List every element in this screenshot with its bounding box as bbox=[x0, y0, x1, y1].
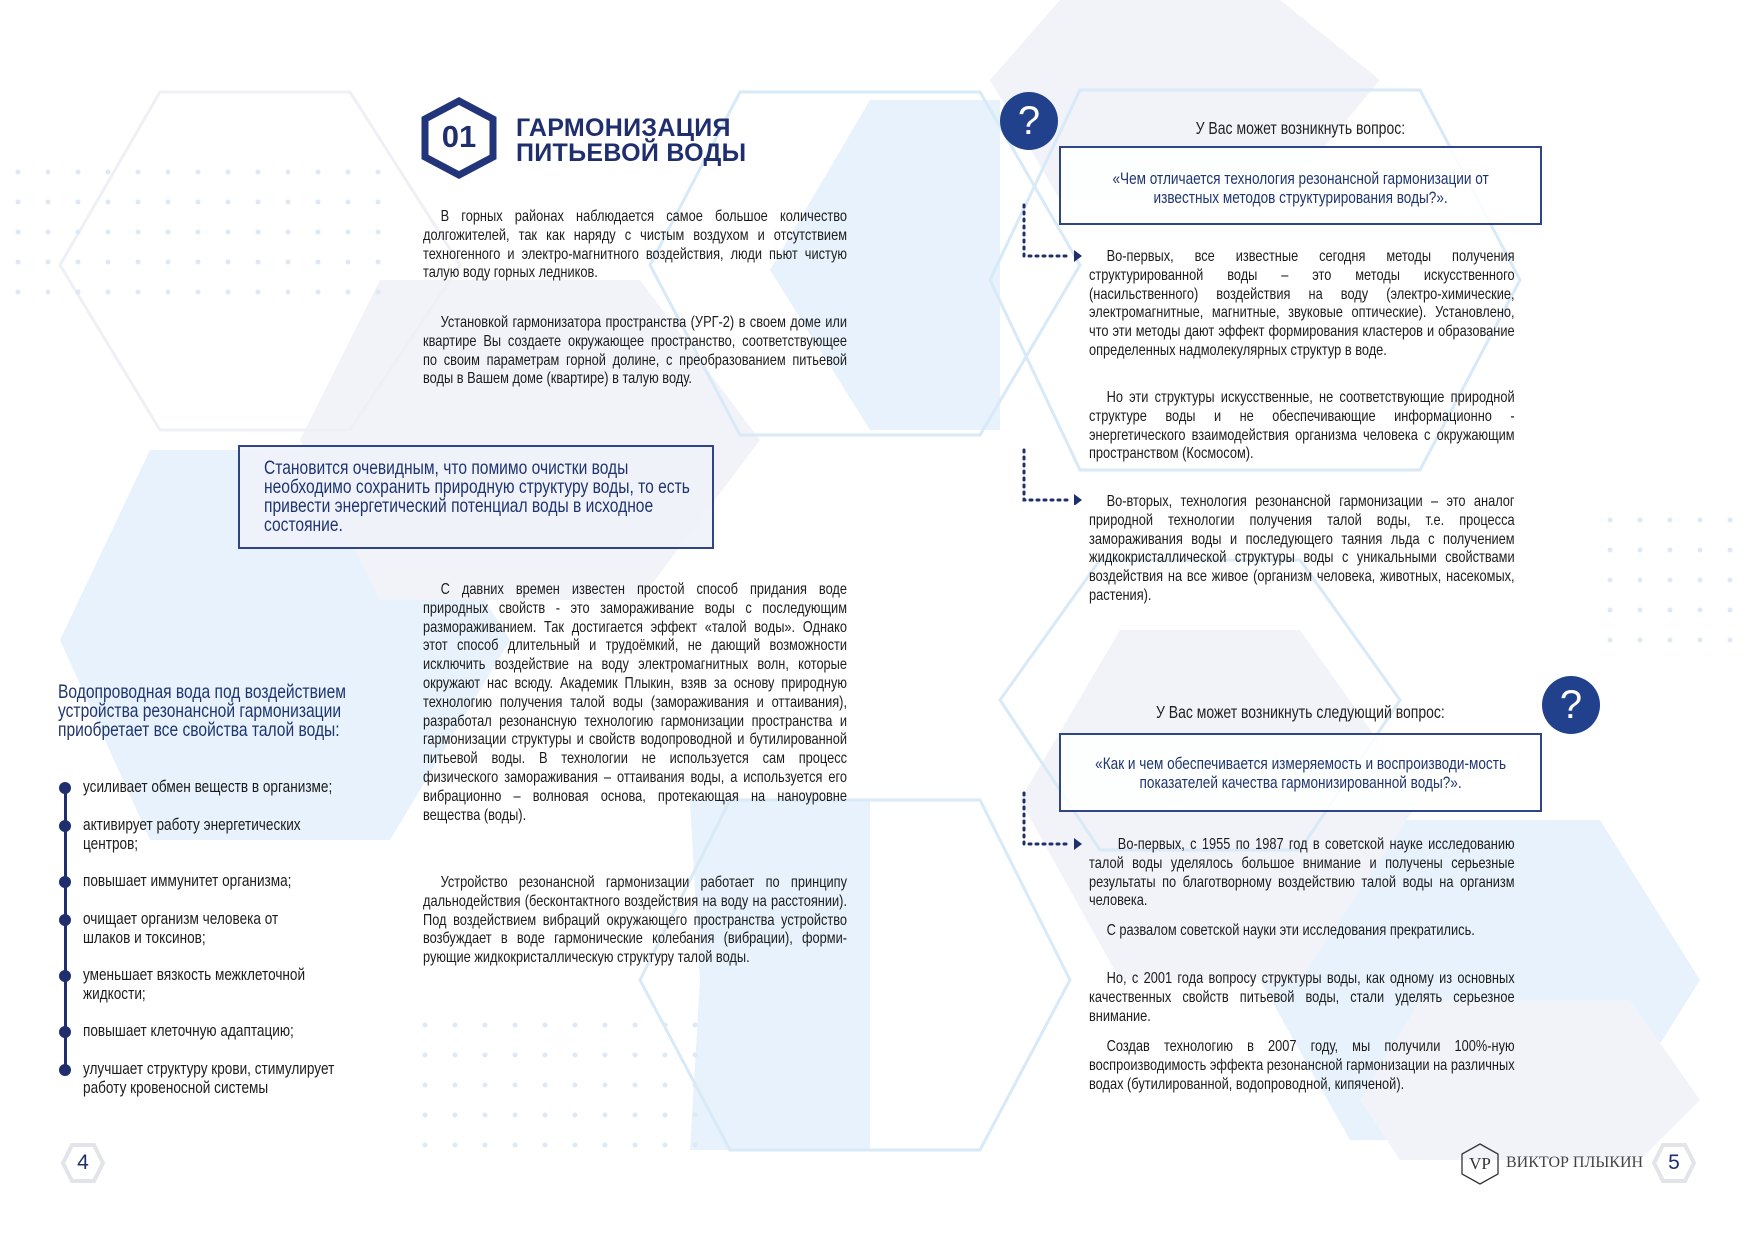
decorative-dot bbox=[1608, 608, 1613, 613]
answer-paragraph: Во-первых, все известные сегодня методы получения структурированной воды – это методы искусственного (насильственного) воздействия на воду (электро-химические, электромагнитные, магнитные, звуковые оптические). Установлено, что эти методы дают эффект формирования кластеров и образование определенных надмолекулярных структур в воде. bbox=[1089, 248, 1515, 359]
decorative-dot bbox=[453, 1053, 458, 1058]
decorative-dot bbox=[633, 1053, 638, 1058]
section-number-badge bbox=[421, 97, 497, 179]
decorative-dot bbox=[1638, 578, 1643, 583]
bullet-icon bbox=[59, 876, 71, 888]
decorative-dot bbox=[136, 290, 141, 295]
decorative-dot bbox=[1608, 638, 1613, 643]
decorative-dot bbox=[603, 1053, 608, 1058]
decorative-dot bbox=[1608, 518, 1613, 523]
page-number-right bbox=[1651, 1142, 1697, 1184]
decorative-dot bbox=[106, 290, 111, 295]
decorative-dot bbox=[226, 290, 231, 295]
decorative-dot bbox=[663, 1143, 668, 1148]
decorative-dot bbox=[663, 1053, 668, 1058]
decorative-dot bbox=[166, 200, 171, 205]
decorative-dot bbox=[543, 1143, 548, 1148]
decorative-dot bbox=[196, 200, 201, 205]
decorative-dot bbox=[513, 1083, 518, 1088]
decorative-dot bbox=[136, 260, 141, 265]
decorative-dot bbox=[166, 230, 171, 235]
decorative-dot bbox=[693, 1053, 698, 1058]
decorative-dot bbox=[76, 290, 81, 295]
decorative-dot bbox=[1638, 548, 1643, 553]
page-number-left bbox=[60, 1142, 106, 1184]
bullet-icon bbox=[59, 782, 71, 794]
list-heading: Водопроводная вода под воздействием устройства резонансной гармонизации приобретает все свойства талой воды: bbox=[58, 681, 346, 741]
list-item: улучшает структуру крови, стимулирует работу кровеносной системы bbox=[83, 1059, 335, 1097]
decorative-dot bbox=[226, 200, 231, 205]
decorative-dot bbox=[166, 290, 171, 295]
decorative-dot bbox=[663, 1113, 668, 1118]
decorative-dot bbox=[106, 170, 111, 175]
decorative-dot bbox=[1638, 518, 1643, 523]
decorative-dot bbox=[543, 1113, 548, 1118]
decorative-dot bbox=[376, 290, 381, 295]
decorative-dot bbox=[663, 1083, 668, 1088]
decorative-dot bbox=[106, 260, 111, 265]
decorative-dot bbox=[376, 260, 381, 265]
question-box bbox=[1059, 146, 1542, 225]
brand-logo bbox=[1460, 1142, 1500, 1186]
answer-paragraph: Во-вторых, технология резонансной гармонизации – это аналог природной технологии получения талой воды, т.е. процесса замораживания воды и последующего таяния льда с получением жидкокристаллической структуры воды с уникальными свойствами воздействия на все живое (организм человека, животных, насекомых, растения). bbox=[1089, 493, 1515, 604]
decorative-dot bbox=[316, 170, 321, 175]
decorative-dot bbox=[346, 170, 351, 175]
decorative-dot bbox=[423, 1053, 428, 1058]
question-mark-icon: ? bbox=[1542, 676, 1600, 734]
paragraph: Установкой гармонизатора пространства (УРГ-2) в своем доме или квартире Вы создаете окружающее пространство, соответствующее по своим параметрам горной долине, с преобразованием питьевой воды в Вашем доме (квартире) в талую воду. bbox=[423, 314, 847, 388]
dotted-connector-arrow-icon bbox=[1018, 200, 1088, 505]
decorative-dot bbox=[46, 260, 51, 265]
list-item: очищает организм человека от шлаков и токсинов; bbox=[83, 909, 279, 947]
decorative-dot bbox=[376, 170, 381, 175]
decorative-dot bbox=[226, 230, 231, 235]
decorative-dot bbox=[573, 1053, 578, 1058]
decorative-dot bbox=[136, 200, 141, 205]
answer-paragraph: Создав технологию в 2007 году, мы получили 100%-ную воспроизводимость эффекта резонансной гармонизации на различных водах (бутилированной, водопроводной, кипяченой). bbox=[1089, 1038, 1515, 1093]
decorative-dot bbox=[483, 1053, 488, 1058]
decorative-dot bbox=[453, 1113, 458, 1118]
decorative-dot bbox=[483, 1143, 488, 1148]
decorative-dot bbox=[1668, 608, 1673, 613]
decorative-dot bbox=[346, 200, 351, 205]
decorative-dot bbox=[166, 260, 171, 265]
decorative-dot bbox=[483, 1023, 488, 1028]
question-text: «Как и чем обеспечивается измеряемость и воспроизводи-мость показателей качества гармонизированной воды?». bbox=[1095, 754, 1507, 792]
page-title bbox=[516, 116, 746, 166]
decorative-dot bbox=[543, 1053, 548, 1058]
decorative-dot bbox=[106, 230, 111, 235]
decorative-dot bbox=[543, 1023, 548, 1028]
decorative-dot bbox=[166, 170, 171, 175]
decorative-dot bbox=[1698, 578, 1703, 583]
decorative-dot bbox=[196, 260, 201, 265]
brand-name: ВИКТОР ПЛЫКИН bbox=[1506, 1154, 1644, 1171]
decorative-dot bbox=[256, 170, 261, 175]
list-item: усиливает обмен веществ в организме; bbox=[83, 777, 333, 796]
decorative-dot bbox=[423, 1143, 428, 1148]
question-lead: У Вас может возникнуть следующий вопрос: bbox=[1155, 702, 1445, 722]
decorative-dot bbox=[1698, 608, 1703, 613]
decorative-dot bbox=[1668, 638, 1673, 643]
decorative-dot bbox=[1638, 608, 1643, 613]
decorative-dot bbox=[316, 260, 321, 265]
question-lead: У Вас может возникнуть вопрос: bbox=[1195, 118, 1406, 138]
page-title-line1: ГАРМОНИЗАЦИЯ bbox=[516, 114, 731, 142]
decorative-dot bbox=[1728, 548, 1733, 553]
decorative-dot bbox=[16, 290, 21, 295]
decorative-dot bbox=[46, 290, 51, 295]
decorative-dot bbox=[316, 230, 321, 235]
decorative-dot bbox=[693, 1113, 698, 1118]
decorative-dot bbox=[603, 1113, 608, 1118]
decorative-dot bbox=[376, 230, 381, 235]
decorative-dot bbox=[16, 230, 21, 235]
decorative-dot bbox=[633, 1113, 638, 1118]
decorative-dot bbox=[286, 290, 291, 295]
decorative-dot bbox=[286, 230, 291, 235]
decorative-dot bbox=[423, 1083, 428, 1088]
callout-text: Становится очевидным, что помимо очистки воды необходимо сохранить природную структуру воды, то есть привести энергетический потенциал воды в исходное состояние. bbox=[264, 457, 690, 536]
decorative-dot bbox=[1698, 548, 1703, 553]
logo-text: VP bbox=[1469, 1154, 1491, 1173]
list-item: уменьшает вязкость межклеточной жидкости; bbox=[83, 965, 306, 1003]
decorative-dot bbox=[1608, 578, 1613, 583]
decorative-dot bbox=[16, 170, 21, 175]
decorative-dot bbox=[603, 1083, 608, 1088]
decorative-dot bbox=[603, 1143, 608, 1148]
decorative-dot bbox=[76, 170, 81, 175]
decorative-dot bbox=[453, 1143, 458, 1148]
question-box bbox=[1059, 733, 1542, 812]
decorative-dot bbox=[1668, 518, 1673, 523]
page-title-line2: ПИТЬЕВОЙ ВОДЫ bbox=[516, 139, 747, 167]
decorative-dot bbox=[16, 200, 21, 205]
decorative-dot bbox=[1638, 638, 1643, 643]
paragraph: Устройство резонансной гармонизации работает по принципу дальнодействия (бесконтактного воздействия на воду на расстоянии). Под воздействием вибраций окружающего пространства устройство возбуждает в воде гармонические колебания (вибрации), форми-рующие жидкокристаллическую структуру талой воды. bbox=[423, 874, 847, 967]
decorative-dot bbox=[46, 200, 51, 205]
decorative-dot bbox=[573, 1083, 578, 1088]
decorative-dot bbox=[256, 290, 261, 295]
decorative-dot bbox=[76, 260, 81, 265]
decorative-dot bbox=[1698, 518, 1703, 523]
answer-paragraph: Во-первых, с 1955 по 1987 год в советской науке исследованию талой воды уделялось большое внимание и получены серьезные результаты по благотворному воздействию талой воды на организм человека. bbox=[1089, 836, 1515, 910]
list-item: повышает клеточную адаптацию; bbox=[83, 1021, 294, 1040]
decorative-dot bbox=[316, 290, 321, 295]
decorative-dot bbox=[663, 1023, 668, 1028]
decorative-dot bbox=[376, 200, 381, 205]
callout-box bbox=[238, 445, 714, 549]
answer-paragraph: Но эти структуры искусственные, не соответствующие природной структуре воды и не обеспечивающие информационно - энергетического взаимодействия организма человека с окружающим пространством (Космосом). bbox=[1089, 389, 1515, 463]
decorative-dot bbox=[1698, 638, 1703, 643]
paragraph: В горных районах наблюдается самое большое количество долгожителей, так как наряду с чистым воздухом и отсутствием техногенного и электро-магнитного воздействия, люди пьют чистую талую воду горных ледников. bbox=[423, 208, 847, 282]
decorative-dot bbox=[226, 260, 231, 265]
decorative-dot bbox=[513, 1023, 518, 1028]
decorative-dot bbox=[573, 1113, 578, 1118]
decorative-dot bbox=[286, 170, 291, 175]
decorative-dot bbox=[256, 230, 261, 235]
decorative-dot bbox=[453, 1023, 458, 1028]
decorative-dot bbox=[1728, 638, 1733, 643]
decorative-dot bbox=[513, 1053, 518, 1058]
decorative-dot bbox=[196, 290, 201, 295]
page-number: 4 bbox=[77, 1151, 89, 1174]
decorative-dot bbox=[316, 200, 321, 205]
bullet-icon bbox=[59, 1026, 71, 1038]
answer-paragraph: С развалом советской науки эти исследования прекратились. bbox=[1106, 922, 1475, 939]
decorative-dot bbox=[256, 200, 261, 205]
decorative-dot bbox=[76, 200, 81, 205]
decorative-dot bbox=[136, 170, 141, 175]
decorative-dot bbox=[346, 260, 351, 265]
decorative-dot bbox=[513, 1143, 518, 1148]
question-text: «Чем отличается технология резонансной гармонизации от известных методов структурирования воды?». bbox=[1112, 169, 1489, 207]
decorative-dot bbox=[46, 230, 51, 235]
dotted-connector-arrow-icon bbox=[1018, 788, 1088, 854]
decorative-dot bbox=[226, 170, 231, 175]
decorative-dot bbox=[513, 1113, 518, 1118]
decorative-dot bbox=[1728, 518, 1733, 523]
decorative-dot bbox=[286, 200, 291, 205]
list-item: повышает иммунитет организма; bbox=[83, 871, 292, 890]
bullet-icon bbox=[59, 1064, 71, 1076]
decorative-dot bbox=[573, 1143, 578, 1148]
question-mark-icon: ? bbox=[1000, 92, 1058, 150]
decorative-dot bbox=[1728, 608, 1733, 613]
decorative-dot bbox=[1668, 548, 1673, 553]
decorative-dot bbox=[633, 1023, 638, 1028]
decorative-dot bbox=[106, 200, 111, 205]
decorative-dot bbox=[346, 230, 351, 235]
page-number: 5 bbox=[1668, 1151, 1680, 1174]
decorative-dot bbox=[573, 1023, 578, 1028]
decorative-dot bbox=[693, 1143, 698, 1148]
decorative-dot bbox=[46, 170, 51, 175]
decorative-dot bbox=[633, 1143, 638, 1148]
decorative-dot bbox=[453, 1083, 458, 1088]
decorative-dot bbox=[16, 260, 21, 265]
section-number: 01 bbox=[441, 119, 477, 154]
bullet-icon bbox=[59, 914, 71, 926]
decorative-dot bbox=[196, 230, 201, 235]
decorative-dot bbox=[423, 1023, 428, 1028]
decorative-dot bbox=[1608, 548, 1613, 553]
list-item: активирует работу энергетических центров; bbox=[83, 815, 301, 853]
decorative-dot bbox=[76, 230, 81, 235]
decorative-dot bbox=[483, 1083, 488, 1088]
decorative-dot bbox=[1728, 578, 1733, 583]
decorative-dot bbox=[256, 260, 261, 265]
decorative-dot bbox=[346, 290, 351, 295]
paragraph: С давних времен известен простой способ придания воде природных свойств - это замораживание воды с последующим размораживанием. Так достигается эффект «талой воды». Однако этот способ длительный и трудоёмкий, не дающий возможности исключить воздействие на воду электромагнитных волн, которые окружают нас всюду. Академик Плыкин, взяв за основу природную технологию получения талой воды (замораживания и оттаивания), разработал резонансную технологию гармонизации пространства и гармонизации структуры и свойств водопроводной и бутилированной питьевой воды. В технологии не используется сам процесс физического замораживания – оттаивания воды, а используется его вибрационно – волновая основа, протекающая на наноуровне вещества (воды). bbox=[423, 581, 847, 824]
decorative-dot bbox=[483, 1113, 488, 1118]
decorative-dot bbox=[423, 1113, 428, 1118]
decorative-dot bbox=[543, 1083, 548, 1088]
decorative-dot bbox=[1668, 578, 1673, 583]
decorative-dot bbox=[633, 1083, 638, 1088]
decorative-dot bbox=[196, 170, 201, 175]
decorative-dot bbox=[286, 260, 291, 265]
answer-paragraph: Но, с 2001 года вопросу структуры воды, как одному из основных качественных свойств питьевой воды, стали уделять серьезное внимание. bbox=[1089, 970, 1515, 1025]
bullet-icon bbox=[59, 970, 71, 982]
bullet-icon bbox=[59, 820, 71, 832]
decorative-dot bbox=[693, 1023, 698, 1028]
decorative-dot bbox=[603, 1023, 608, 1028]
decorative-dot bbox=[136, 230, 141, 235]
decorative-dot bbox=[693, 1083, 698, 1088]
